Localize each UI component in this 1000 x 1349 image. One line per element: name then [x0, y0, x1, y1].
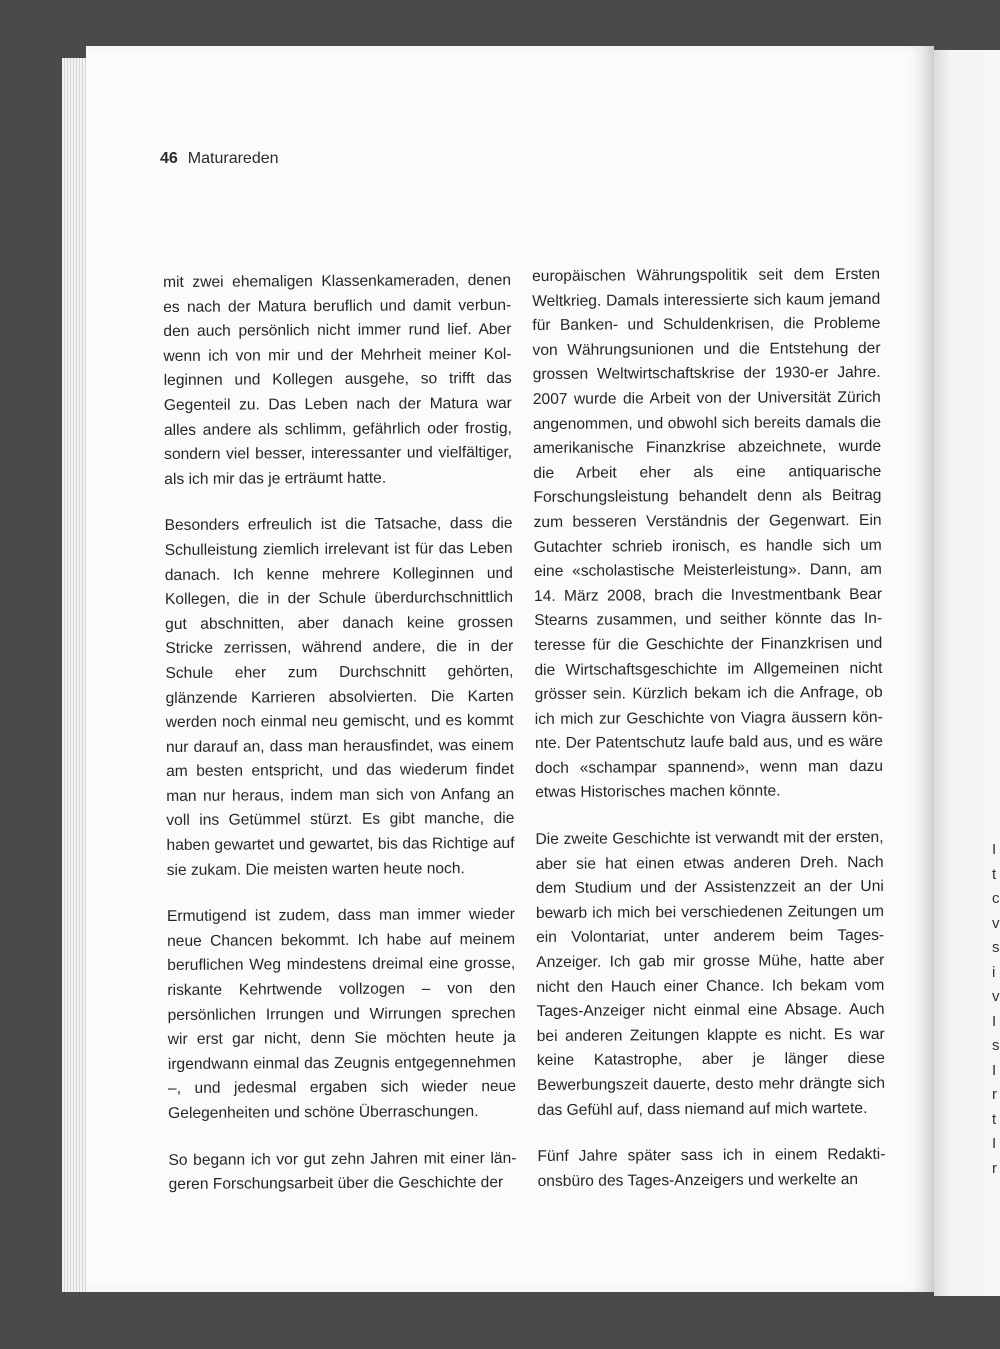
paragraph: Besonders erfreulich ist die Tatsache, dass die Schulleistung ziemlich irrelevant ist für das Leben danach. Ich kenne mehrere Kolleginnen und Kollegen, die in der Schule überdurchschnittlich gut abschnitten, aber danach keine grossen Stricke zerrissen, während andere, die in der Schule eher zum Durchschnitt gehörten, glänzende Karrieren absolvierten. Die Karten werden noch einmal neu gemischt, und es kommt nur darauf an, dass man herausfindet, was einem am besten entspricht, und das wiederum findet man nur heraus, indem man sich von Anfang an voll ins Getümmel stürzt. Es gibt manche, die haben gewartet und gewartet, bis das Richtige auf sie zukam. Die meisten warten heute noch.	[164, 515, 515, 879]
facing-page	[934, 50, 1000, 1296]
right-column	[532, 263, 886, 1194]
page-number: 46	[160, 150, 178, 167]
left-column	[163, 269, 517, 1198]
paragraph: Fünf Jahre später sass ich in einem Redaktionsbüro des Tages-Anzeigers und werkelte an	[537, 1146, 886, 1190]
facing-page-text-fragment: I t c v s i v I s I r t I r	[992, 841, 1000, 1177]
paragraph: So begann ich vor gut zehn Jahren mit einer längeren Forschungsarbeit über die Geschichte der	[168, 1149, 517, 1194]
paragraph: mit zwei ehemaligen Klassenkameraden, denen es nach der Matura beruflich und damit verbunden auch persönlich nicht immer rund lief. Aber wenn ich von mir und der Mehrheit meiner Kolleginnen und Kollegen ausgehe, so trifft das Gegenteil zu. Das Leben nach der Matura war alles andere als schlimm, gefährlich oder frostig, sondern viel besser, interessanter und vielfältiger, als ich mir das je erträumt hatte.	[163, 271, 513, 488]
paragraph: Die zweite Geschichte ist verwandt mit der ersten, aber sie hat einen etwas anderen Dreh. Nach dem Studium und der Assistenzzeit an der Uni bewarb ich mich bei verschiedenen Zeitungen um ein Volontariat, unter anderem beim Tages-Anzeiger. Ich gab mir grosse Mühe, hatte aber nicht den Hauch einer Chance. Ich bekam vom Tages-Anzeiger nicht einmal eine Absage. Auch bei anderen Zeitungen klappte es nicht. Es war keine Katastrophe, aber je länger diese Bewerbungszeit dauerte, desto mehr drängte sich das Gefühl auf, dass niemand auf mich wartete.	[535, 828, 886, 1119]
running-header	[160, 150, 279, 168]
paragraph: europäischen Währungspolitik seit dem Ersten Weltkrieg. Damals interessierte sich kaum jemand für Banken- und Schuldenkrisen, die Probleme von Währungsunionen und die Entstehung der grossen Weltwirtschaftskrise der 1930-er Jahre. 2007 wurde die Arbeit von der Universität Zürich angenommen, und obwohl sich bereits damals die amerikanische Finanzkrise abzeichnete, wurde die Arbeit eher als eine antiquarische Forschungsleistung behandelt denn als Beitrag zum besseren Verständnis der Gegenwart. Ein Gutachter schrieb ironisch, es handle sich um eine «scholastische Meisterleistung». Dann, am 14. März 2008, brach die Investmentbank Bear Stearns zusammen, und seither könnte das Interesse für die Geschichte der Finanzkrisen und die Wirtschaftsgeschichte im Allgemeinen nicht grösser sein. Kürzlich bekam ich die Anfrage, ob ich mich zur Geschichte von Viagra äussern könnte. Der Patentschutz laufe bald aus, und es wäre doch «schampar spannend», wenn man dazu etwas Historisches machen könnte.	[532, 265, 884, 802]
running-title: Maturareden	[187, 150, 279, 167]
paragraph: Ermutigend ist zudem, dass man immer wieder neue Chancen bekommt. Ich habe auf meinem beruflichen Weg mindestens dreimal eine grosse, riskante Kehrtwende vollzogen – von den persönlichen Irrungen und Wirrungen sprechen wir erst gar nicht, denn Sie möchten heute ja irgendwann einmal das Zeugnis entgegennehmen –, und jedesmal ergaben sich wieder neue Gelegenheiten und schöne Überraschungen.	[166, 906, 517, 1122]
